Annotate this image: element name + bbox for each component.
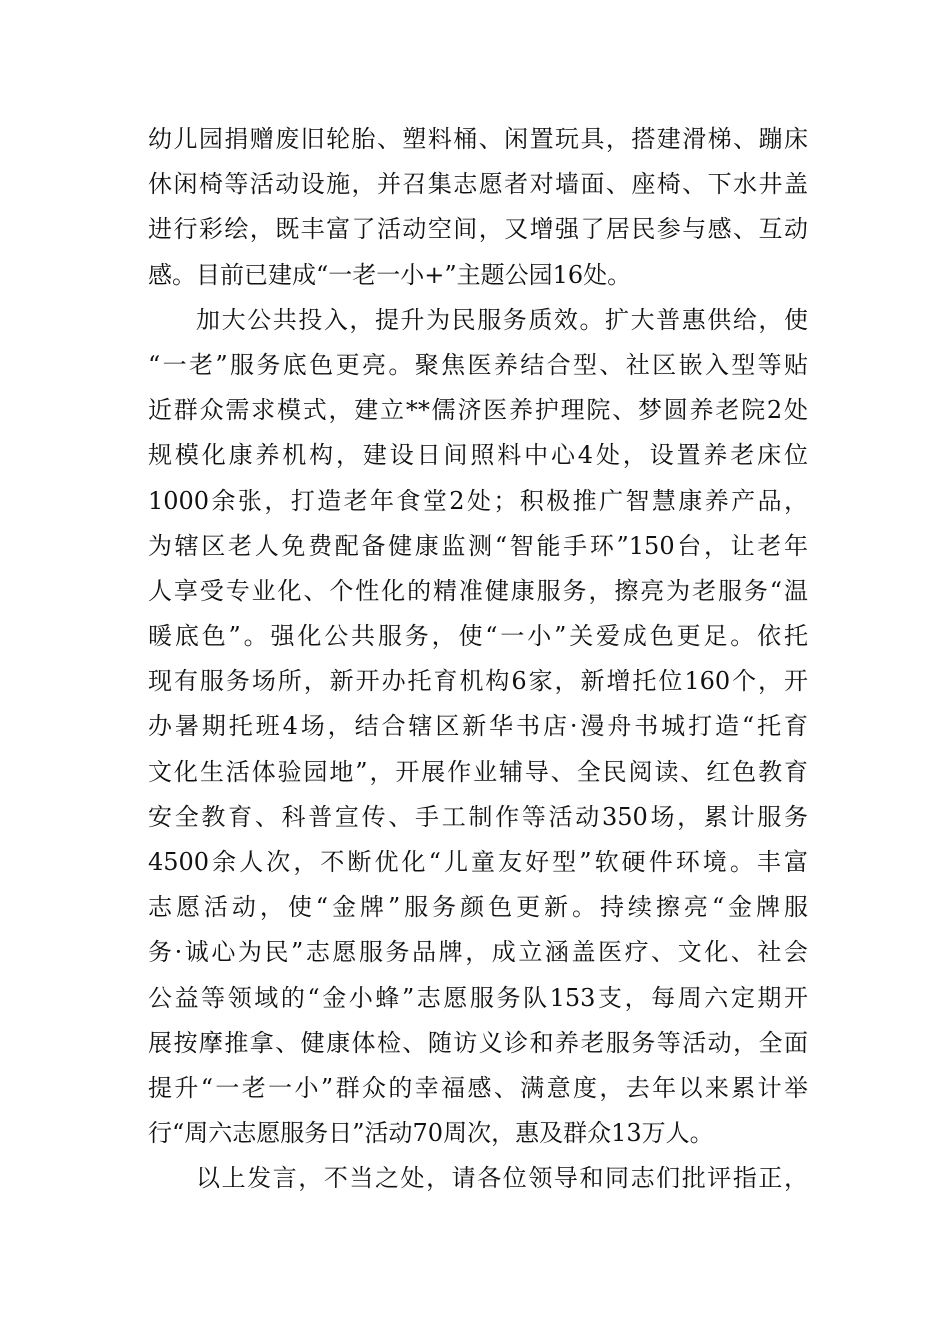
- text-line: 休闲椅等活动设施，并召集志愿者对墙面、座椅、下水井盖: [148, 170, 808, 199]
- text-line: 公益等领域的“金小蜂”志愿服务队153支，每周六定期开: [148, 983, 808, 1012]
- text-line: 规模化康养机构，建设日间照料中心4处，设置养老床位: [148, 441, 808, 470]
- text-line: 感。目前已建成“一老一小+”主题公园16处。: [148, 260, 632, 289]
- text-line: 进行彩绘，既丰富了活动空间，又增强了居民参与感、互动: [148, 215, 808, 244]
- text-line: 展按摩推拿、健康体检、随访义诊和养老服务等活动，全面: [148, 1028, 808, 1057]
- paragraph-first-line: 加大公共投入，提升为民服务质效。扩大普惠供给，使: [196, 305, 808, 334]
- text-line: 行“周六志愿服务日”活动70周次，惠及群众13万人。: [148, 1119, 714, 1148]
- body-text: [148, 117, 808, 1202]
- text-line: 办暑期托班4场，结合辖区新华书店·漫舟书城打造“托育: [148, 712, 808, 741]
- text-line: 安全教育、科普宣传、手工制作等活动350场，累计服务: [148, 802, 808, 831]
- text-line: 文化生活体验园地”，开展作业辅导、全民阅读、红色教育: [148, 757, 808, 786]
- text-line: 1000余张，打造老年食堂2处；积极推广智慧康养产品，: [148, 486, 808, 515]
- text-line: 近群众需求模式，建立**儒济医养护理院、梦圆养老院2处: [148, 396, 808, 425]
- text-line: 人享受专业化、个性化的精准健康服务，擦亮为老服务“温: [148, 576, 808, 605]
- text-line: 4500余人次，不断优化“儿童友好型”软硬件环境。丰富: [148, 848, 808, 876]
- paragraph-first-line: 以上发言，不当之处，请各位领导和同志们批评指正，: [196, 1164, 808, 1193]
- text-line: 志愿活动，使“金牌”服务颜色更新。持续擦亮“金牌服: [148, 893, 808, 922]
- text-line: 提升“一老一小”群众的幸福感、满意度，去年以来累计举: [148, 1073, 808, 1102]
- text-line: “一老”服务底色更亮。聚焦医养结合型、社区嵌入型等贴: [148, 350, 808, 379]
- text-line: 为辖区老人免费配备健康监测“智能手环”150台，让老年: [148, 531, 808, 560]
- text-line: 幼儿园捐赠废旧轮胎、塑料桶、闲置玩具，搭建滑梯、蹦床: [148, 125, 808, 153]
- text-line: 暖底色”。强化公共服务，使“一小”关爱成色更足。依托: [148, 622, 808, 651]
- text-line: 务·诚心为民”志愿服务品牌，成立涵盖医疗、文化、社会: [148, 938, 808, 967]
- text-line: 现有服务场所，新开办托育机构6家，新增托位160个，开: [148, 667, 808, 696]
